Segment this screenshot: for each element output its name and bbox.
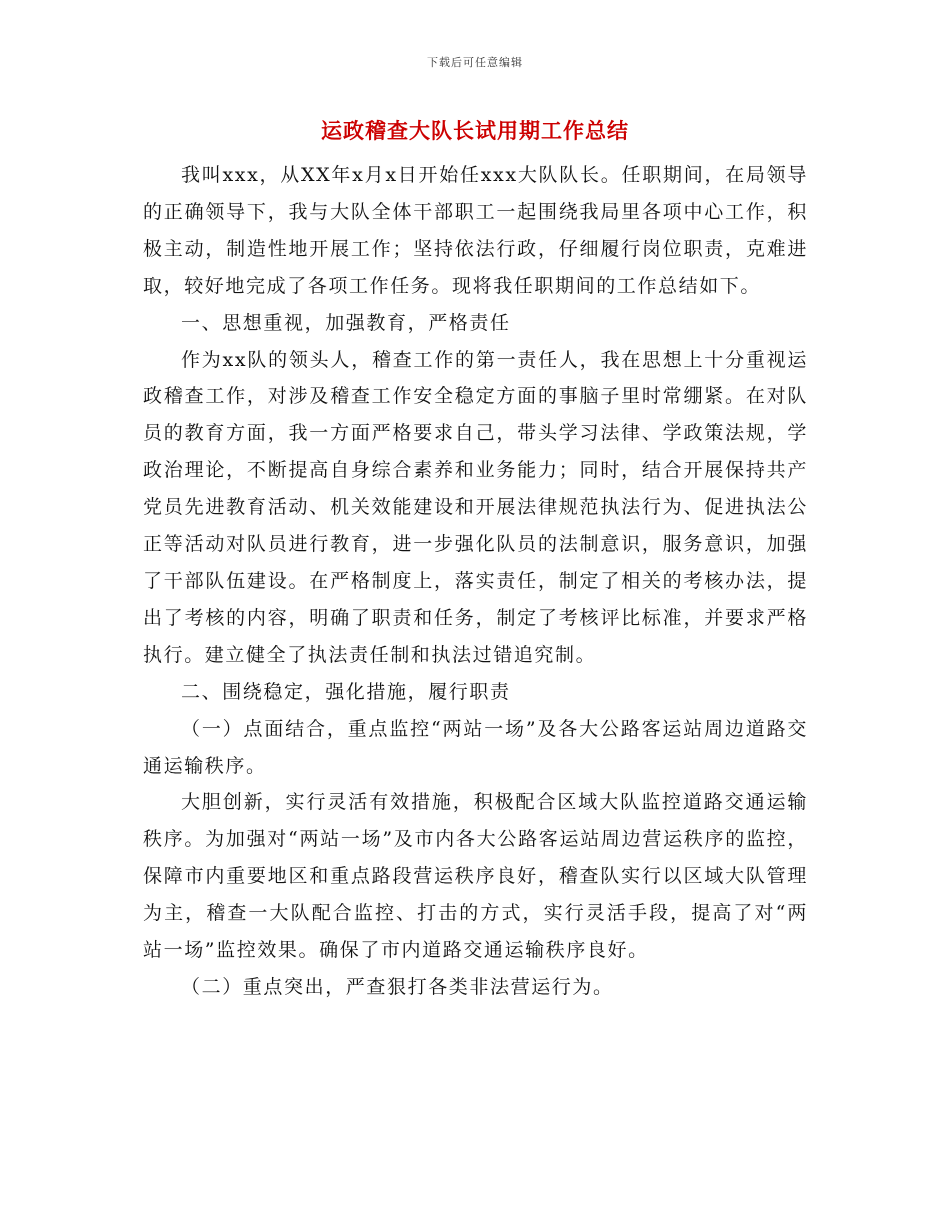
section-heading-1: 一、思想重视，加强教育，严格责任 <box>181 311 511 334</box>
subsection-1-paragraph: 大胆创新，实行灵活有效措施，积极配合区域大队监控道路交通运输秩序。为加强对“两站一场”及市内各大公路客运站周边营运秩序的监控，保障市内重要地区和重点路段营运秩序良好，稽查队实行以区域大队管理为主，稽查一大队配合监控、打击的方式，实行灵活手段，提高了对“两站一场”监控效果。确保了市内道路交通运输秩序良好。 <box>143 791 808 962</box>
section-1-paragraph: 作为xx队的领头人，稽查工作的第一责任人，我在思想上十分重视运政稽查工作，对涉及稽查工作安全稳定方面的事脑子里时常绷紧。在对队员的教育方面，我一方面严格要求自己，带头学习法律、学政策法规，学政治理论，不断提高自身综合素养和业务能力；同时，结合开展保持共产党员先进教育活动、机关效能建设和开展法律规范执法行为、促进执法公正等活动对队员进行教育，进一步强化队员的法制意识，服务意识，加强了干部队伍建设。在严格制度上，落实责任，制定了相关的考核办法，提出了考核的内容，明确了职责和任务，制定了考核评比标准，并要求严格执行。建立健全了执法责任制和执法过错追究制。 <box>143 348 808 666</box>
header-note: 下载后可任意编辑 <box>427 56 523 69</box>
document-body <box>143 157 808 1006</box>
intro-paragraph: 我叫xxx，从XX年x月x日开始任xxx大队队长。任职期间，在局领导的正确领导下，我与大队全体干部职工一起围绕我局里各项中心工作，积极主动，制造性地开展工作；坚持依法行政，仔细履行岗位职责，克难进取，较好地完成了各项工作任务。现将我任职期间的工作总结如下。 <box>143 164 808 297</box>
section-heading-2: 二、围绕稳定，强化措施，履行职责 <box>181 680 511 703</box>
document-title: 运政稽查大队长试用期工作总结 <box>321 118 629 143</box>
subsection-heading-2: （二）重点突出，严查狠打各类非法营运行为。 <box>181 975 614 998</box>
subsection-heading-1: （一）点面结合，重点监控“两站一场”及各大公路客运站周边道路交通运输秩序。 <box>143 717 808 777</box>
